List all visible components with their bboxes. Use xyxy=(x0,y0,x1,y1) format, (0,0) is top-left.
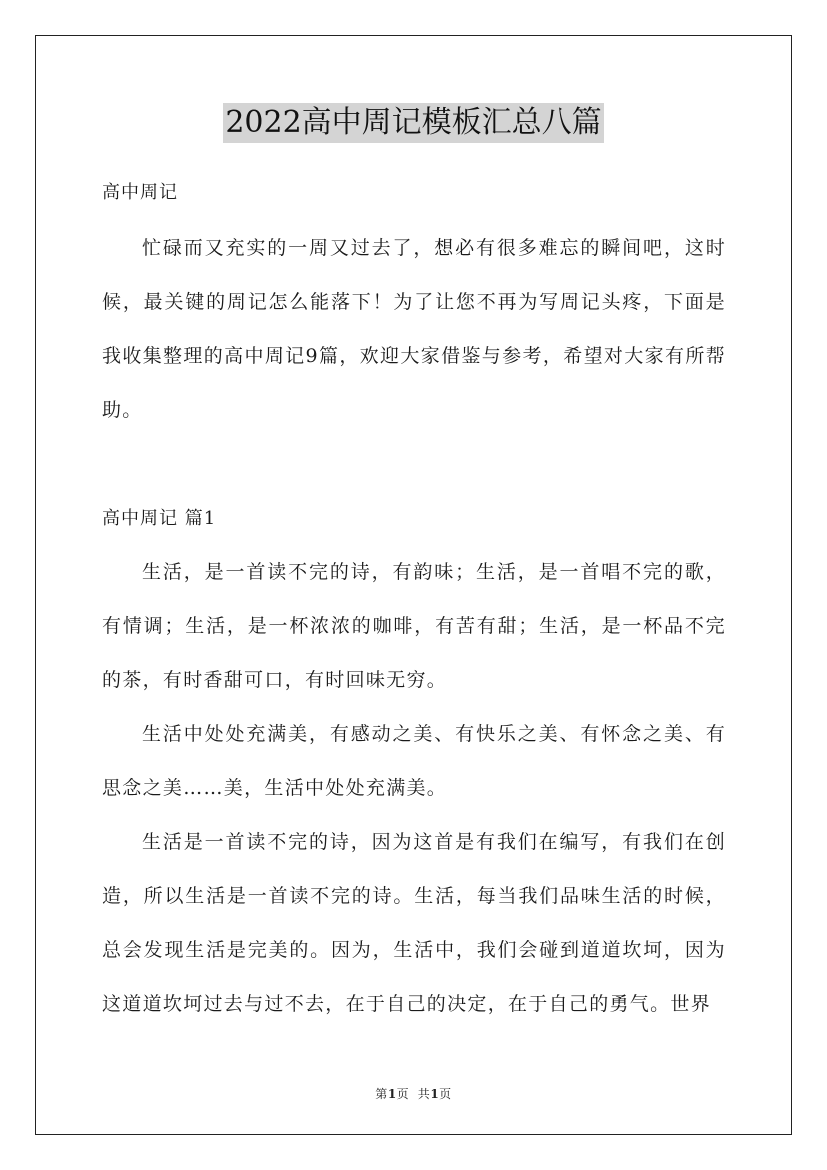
intro-paragraph: 忙碌而又充实的一周又过去了，想必有很多难忘的瞬间吧，这时候，最关键的周记怎么能落下！为了让您不再为写周记头疼，下面是我收集整理的高中周记9篇，欢迎大家借鉴与参考，希望对大家有所帮助。 xyxy=(102,237,726,421)
footer-page-suffix: 页 xyxy=(439,1087,452,1101)
footer-page-total: 1 xyxy=(430,1087,440,1101)
section1-paragraph-3: 生活是一首读不完的诗，因为这首是有我们在编写，有我们在创造，所以生活是一首读不完的诗。生活，每当我们品味生活的时候，总会发现生活是完美的。因为，生活中，我们会碰到道道坎坷，因为这道道坎坷过去与过不去，在于自己的决定，在于自己的勇气。世界 xyxy=(102,831,726,1015)
footer-page-mid: 页 共 xyxy=(396,1087,431,1101)
section1-paragraph-2: 生活中处处充满美，有感动之美、有快乐之美、有怀念之美、有思念之美……美，生活中处处充满美。 xyxy=(102,723,726,799)
intro-heading: 高中周记 xyxy=(102,182,178,203)
footer-page-prefix: 第 xyxy=(375,1087,388,1101)
page-footer xyxy=(0,1085,827,1102)
section1-paragraph-1: 生活，是一首读不完的诗，有韵味；生活，是一首唱不完的歌，有情调；生活，是一杯浓浓的咖啡，有苦有甜；生活，是一杯品不完的茶，有时香甜可口，有时回味无穷。 xyxy=(102,561,726,691)
title-container xyxy=(0,103,827,143)
document-title: 2022高中周记模板汇总八篇 xyxy=(223,103,603,143)
section1-heading: 高中周记 篇1 xyxy=(102,508,217,529)
footer-page-current: 1 xyxy=(387,1087,397,1101)
